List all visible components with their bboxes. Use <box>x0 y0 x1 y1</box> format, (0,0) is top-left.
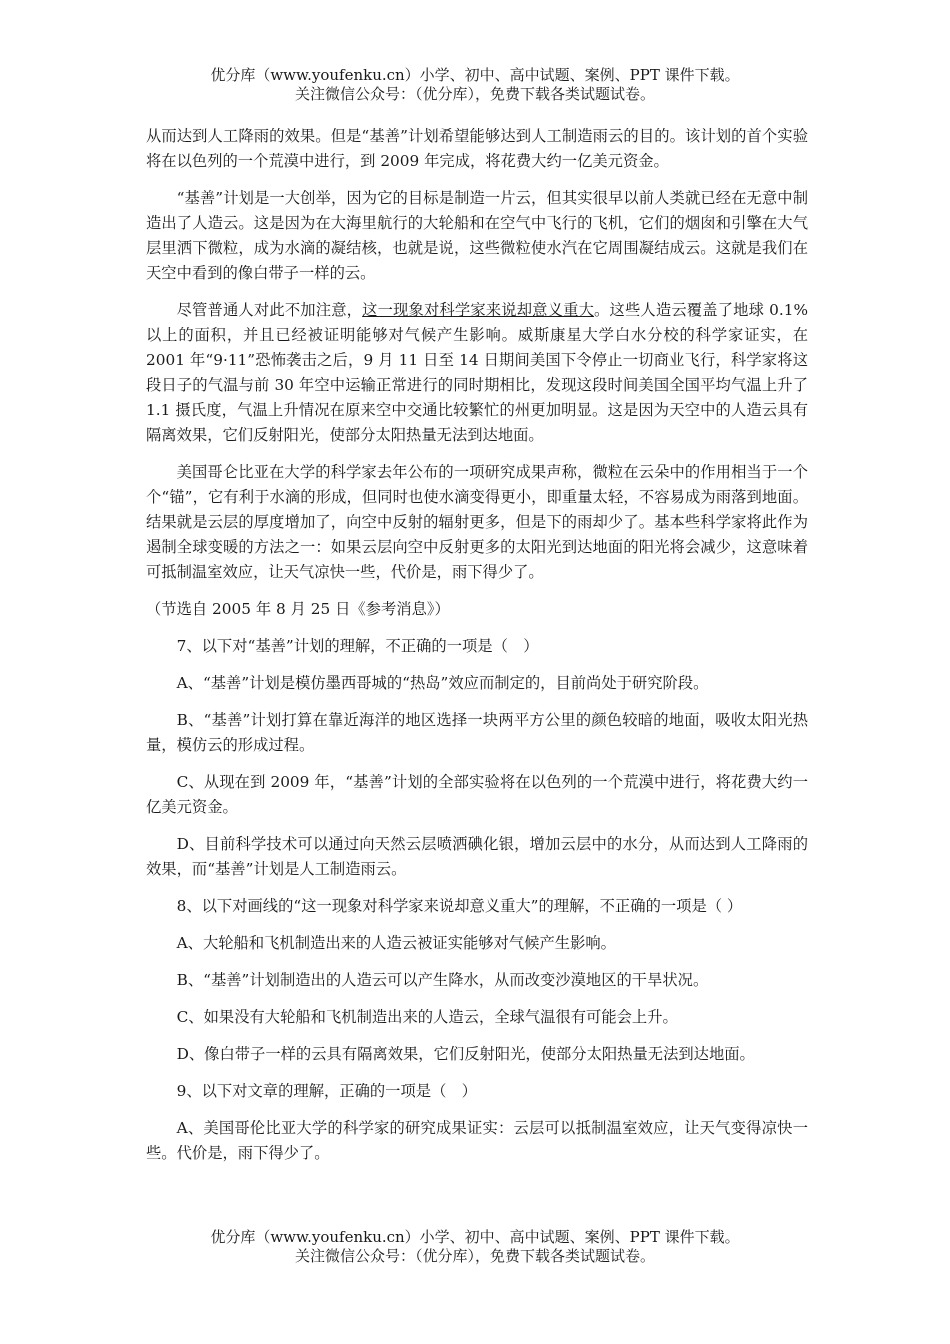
question-7-option-c: C、从现在到 2009 年，“基善”计划的全部实验将在以色列的一个荒漠中进行，将花费大约一亿美元资金。 <box>146 773 808 816</box>
question-8-option-d: D、像白带子一样的云具有隔离效果，它们反射阳光，使部分太阳热量无法到达地面。 <box>176 1045 755 1063</box>
question-7-option-b: B、“基善”计划打算在靠近海洋的地区选择一块两平方公里的颜色较暗的地面，吸收太阳光热量，模仿云的形成过程。 <box>146 711 808 754</box>
paragraph-3-rest: 。这些人造云覆盖了地球 0.1%以上的面积，并且已经被证明能够对气候产生影响。威斯康星大学白水分校的科学家证实，在 2001 年“9·11”恐怖袭击之后，9 月 11 日至 14 日期间美国下令停止一切商业飞行，科学家将这段日子的气温与前 30 年空中运输正常进行的同时期相比，发现这段时间美国全国平均气温上升了 1.1 摄氏度，气温上升情况在原来空中交通比较繁忙的州更加明显。这是因为天空中的人造云具有隔离效果，它们反射阳光，使部分太阳热量无法到达地面。 <box>146 301 808 444</box>
passage-paragraph-2: “基善”计划是一大创举，因为它的目标是制造一片云，但其实很早以前人类就已经在无意中制造出了人造云。这是因为在大海里航行的大轮船和在空气中飞行的飞机，它们的烟囱和引擎在大气层里洒下微粒，成为水滴的凝结核，也就是说，这些微粒使水汽在它周围凝结成云。这就是我们在天空中看到的像白带子一样的云。 <box>146 189 808 282</box>
passage-paragraph-1: 从而达到人工降雨的效果。但是“基善”计划希望能够达到人工制造雨云的目的。该计划的首个实验将在以色列的一个荒漠中进行，到 2009 年完成，将花费大约一亿美元资金。 <box>146 127 808 170</box>
document-body <box>146 124 808 1178</box>
paragraph-3-lead: 尽管普通人对此不加注意， <box>176 301 363 319</box>
question-7-option-a: A、“基善”计划是模仿墨西哥城的“热岛”效应而制定的，目前尚处于研究阶段。 <box>176 674 709 692</box>
underlined-phrase: 这一现象对科学家来说却意义重大 <box>362 301 595 319</box>
footer-line-2: 关注微信公众号：（优分库），免费下载各类试题试卷。 <box>294 1247 655 1265</box>
question-8-stem: 8、以下对画线的“这一现象对科学家来说却意义重大”的理解，不正确的一项是（ ） <box>176 897 743 915</box>
question-9-option-a: A、美国哥伦比亚大学的科学家的研究成果证实：云层可以抵制温室效应，让天气变得凉快一些。代价是，雨下得少了。 <box>146 1119 808 1162</box>
question-7-option-d: D、目前科学技术可以通过向天然云层喷洒碘化银，增加云层中的水分，从而达到人工降雨的效果，而“基善”计划是人工制造雨云。 <box>146 835 808 878</box>
question-8-option-c: C、如果没有大轮船和飞机制造出来的人造云，全球气温很有可能会上升。 <box>176 1008 678 1026</box>
header-line-2: 关注微信公众号：（优分库），免费下载各类试题试卷。 <box>294 85 655 103</box>
question-8-option-b: B、“基善”计划制造出的人造云可以产生降水，从而改变沙漠地区的干旱状况。 <box>176 971 709 989</box>
page-header <box>0 66 950 104</box>
question-9-stem: 9、以下对文章的理解，正确的一项是（ ） <box>176 1082 477 1100</box>
question-7-stem: 7、以下对“基善”计划的理解，不正确的一项是（ ） <box>176 637 539 655</box>
passage-paragraph-4: 美国哥仑比亚在大学的科学家去年公布的一项研究成果声称，微粒在云朵中的作用相当于一个个“锚”，它有利于水滴的形成，但同时也使水滴变得更小，即重量太轻，不容易成为雨落到地面。结果就是云层的厚度增加了，向空中反射的辐射更多，但是下的雨却少了。基本些科学家将此作为遏制全球变暖的方法之一：如果云层向空中反射更多的太阳光到达地面的阳光将会减少，这意味着可抵制温室效应，让天气凉快一些，代价是，雨下得少了。 <box>146 463 808 581</box>
passage-source: （节选自 2005 年 8 月 25 日《参考消息》） <box>146 600 450 618</box>
passage-paragraph-3 <box>146 298 808 448</box>
page-footer <box>0 1228 950 1266</box>
header-line-1: 优分库（www.youfenku.cn）小学、初中、高中试题、案例、PPT 课件下载。 <box>210 66 740 84</box>
question-8-option-a: A、大轮船和飞机制造出来的人造云被证实能够对气候产生影响。 <box>176 934 616 952</box>
footer-line-1: 优分库（www.youfenku.cn）小学、初中、高中试题、案例、PPT 课件下载。 <box>210 1228 740 1246</box>
